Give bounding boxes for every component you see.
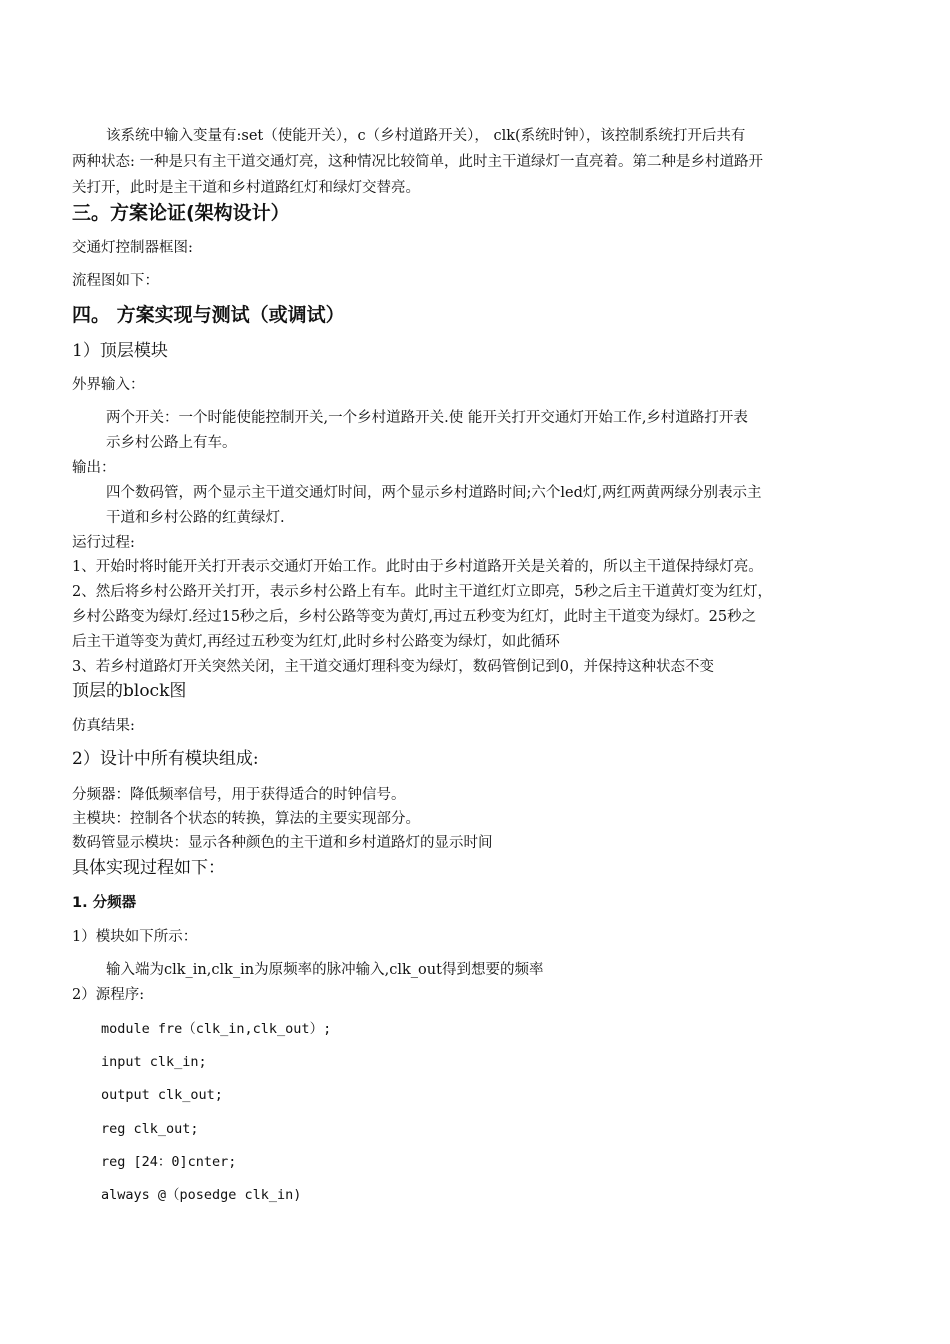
switches-line-1: 两个开关：一个时能使能控制开关,一个乡村道路开关.使 能开关打开交通灯开始工作,乡村道路打开表 <box>106 410 748 426</box>
source-label: 2）源程序: <box>72 987 145 1003</box>
code-line: reg clk_out; <box>101 1121 199 1137</box>
intro-line-2: 两种状态: 一种是只有主干道交通灯亮，这种情况比较简单，此时主干道绿灯一直亮着。第二种是乡村道路开 <box>72 154 763 170</box>
code-line: input clk_in; <box>101 1054 207 1070</box>
switches-line-2: 示乡村公路上有车。 <box>106 435 237 451</box>
module-main-desc: 主模块：控制各个状态的转换，算法的主要实现部分。 <box>72 811 420 827</box>
section3-heading: 三。方案论证(架构设计） <box>72 202 290 224</box>
module-shown-label: 1）模块如下所示： <box>72 929 198 945</box>
block-diagram-caption: 交通灯控制器框图: <box>72 240 193 256</box>
process-label: 运行过程: <box>72 535 135 551</box>
module-io-desc: 输入端为clk_in,clk_in为原频率的脉冲输入,clk_out得到想要的频率 <box>106 962 544 978</box>
divider-subheading: 1. 分频器 <box>72 895 137 911</box>
outputs-line-2: 干道和乡村公路的红黄绿灯. <box>106 510 285 526</box>
code-line: module fre（clk_in,clk_out）; <box>101 1021 332 1037</box>
flowchart-caption: 流程图如下： <box>72 273 159 289</box>
intro-line-3: 关打开，此时是主干道和乡村道路红灯和绿灯交替亮。 <box>72 180 420 196</box>
process-line-1: 1、开始时将时能开关打开表示交通灯开始工作。此时由于乡村道路开关是关着的，所以主干道保持绿灯亮。 <box>72 559 763 575</box>
process-line-5: 3、若乡村道路灯开关突然关闭，主干道交通灯理科变为绿灯，数码管倒记到0，并保持这种状态不变 <box>72 659 714 675</box>
all-modules-heading: 2）设计中所有模块组成: <box>72 749 259 769</box>
implementation-heading: 具体实现过程如下： <box>72 858 225 878</box>
outputs-line-1: 四个数码管，两个显示主干道交通灯时间，两个显示乡村道路时间;六个led灯,两红两黄两绿分别表示主 <box>106 485 762 501</box>
module-divider-desc: 分频器：降低频率信号，用于获得适合的时钟信号。 <box>72 787 406 803</box>
process-line-3: 乡村公路变为绿灯.经过15秒之后，乡村公路等变为黄灯,再过五秒变为红灯，此时主干道变为绿灯。25秒之 <box>72 609 757 625</box>
output-label: 输出： <box>72 460 116 476</box>
external-input-label: 外界输入： <box>72 377 145 393</box>
process-line-4: 后主干道等变为黄灯,再经过五秒变为红灯,此时乡村公路变为绿灯，如此循环 <box>72 634 560 650</box>
process-line-2: 2、然后将乡村公路开关打开，表示乡村公路上有车。此时主干道红灯立即亮，5秒之后主干道黄灯变为红灯， <box>72 584 772 600</box>
code-line: always @（posedge clk_in) <box>101 1187 302 1203</box>
code-line: output clk_out; <box>101 1087 223 1103</box>
code-line: reg [24：0]cnter; <box>101 1154 237 1170</box>
simulation-result-label: 仿真结果: <box>72 718 135 734</box>
module-display-desc: 数码管显示模块：显示各种颜色的主干道和乡村道路灯的显示时间 <box>72 835 493 851</box>
intro-line-1: 该系统中输入变量有:set（使能开关），c（乡村道路开关）， clk(系统时钟），该控制系统打开后共有 <box>106 128 746 144</box>
top-module-heading: 1）顶层模块 <box>72 341 168 361</box>
section4-heading: 四。 方案实现与测试（或调试） <box>72 304 345 326</box>
block-diagram-heading: 顶层的block图 <box>72 681 187 701</box>
